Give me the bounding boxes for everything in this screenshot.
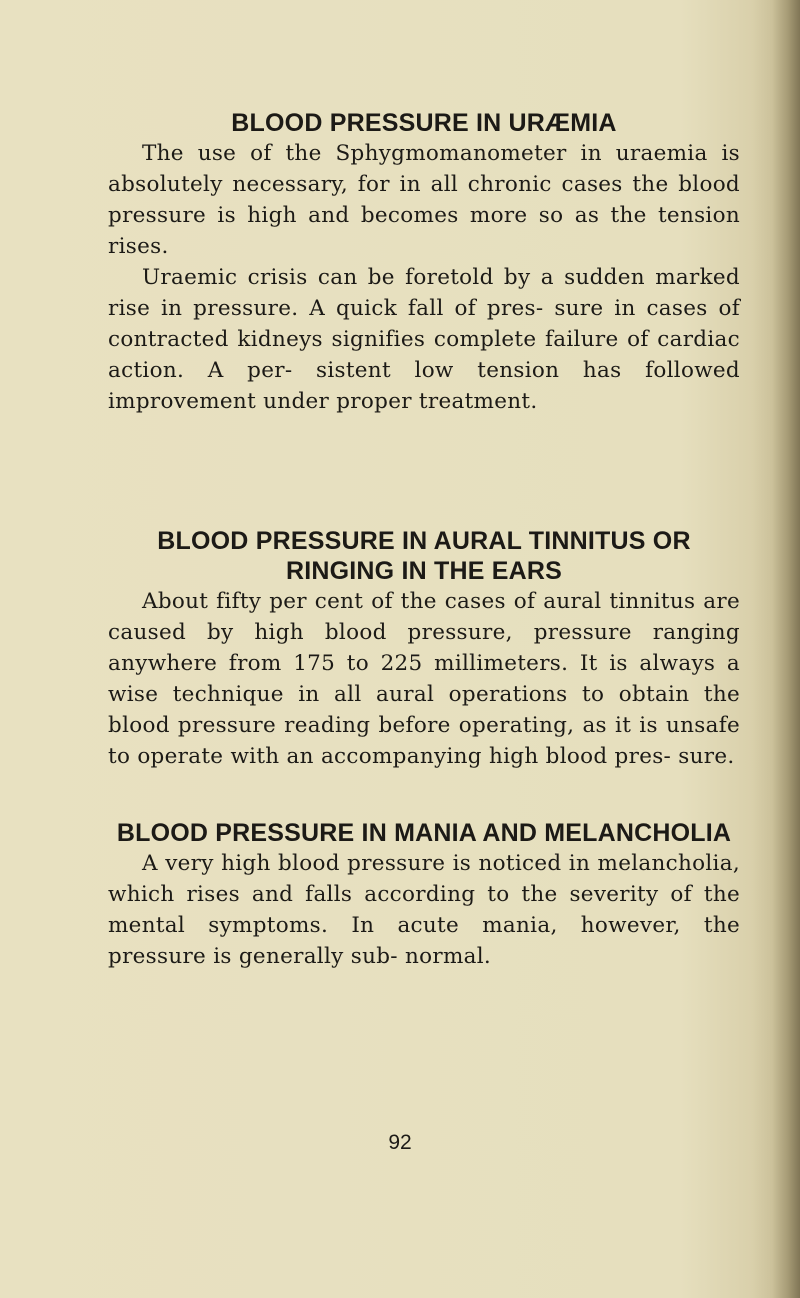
page-edge-shadow [772, 0, 800, 1298]
section-uraemia [108, 108, 740, 417]
paragraph: About fifty per cent of the cases of aural tinnitus are caused by high blood pressure, pressure ranging anywhere from 175 to 225 millimeters. It is always a wise technique in all aural operations to obtain the blood pressure reading before operating, as it is unsafe to operate with an accompanying high blood pres- sure. [108, 589, 740, 769]
section-mania-melancholia [108, 818, 740, 972]
section-heading: BLOOD PRESSURE IN MANIA AND MELANCHOLIA [116, 819, 732, 847]
paragraph: The use of the Sphygmomanometer in uraemia is absolutely necessary, for in all chronic cases the blood pressure is high and becomes more so as the tension rises. [108, 141, 740, 259]
section-aural-tinnitus [108, 526, 740, 772]
section-heading: BLOOD PRESSURE IN AURAL TINNITUS OR RINGING IN THE EARS [157, 527, 691, 585]
page-number: 92 [388, 1131, 412, 1154]
paragraph: A very high blood pressure is noticed in melancholia, which rises and falls according to the severity of the mental symptoms. In acute mania, however, the pressure is generally sub- normal. [108, 851, 740, 969]
paragraph: Uraemic crisis can be foretold by a sudden marked rise in pressure. A quick fall of pres- sure in cases of contracted kidneys signifies complete failure of cardiac action. A per- sistent low tension has followed improvement under proper treatment. [108, 265, 740, 414]
section-heading: BLOOD PRESSURE IN URÆMIA [231, 109, 617, 137]
page-content [108, 108, 740, 969]
